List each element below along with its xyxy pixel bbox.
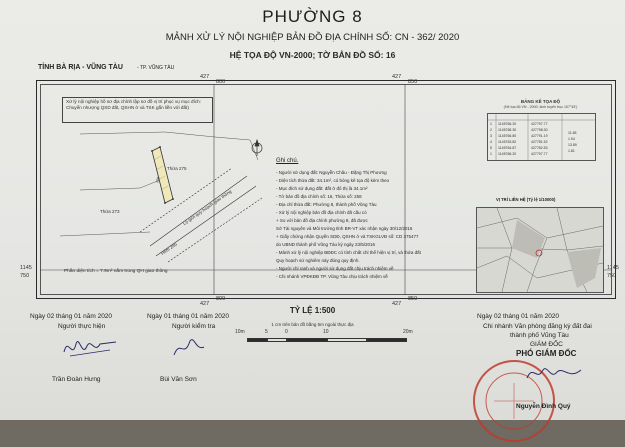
- ward-title: PHƯỜNG 8: [262, 7, 363, 26]
- table-cell: 427782.53: [531, 146, 548, 150]
- branch-role-line2: thành phố Vũng Tàu: [510, 332, 569, 339]
- checker-role: Người kiểm tra: [172, 323, 216, 330]
- tick-bottom-right-small: 427: [392, 301, 402, 307]
- notes-title: Ghi chú.: [276, 158, 299, 164]
- note-line: - Chi nhánh VPĐKĐĐ TP. Vũng Tàu chịu trách nhiệm về: [276, 274, 388, 279]
- coordinate-grid: [487, 113, 596, 161]
- note-line: - Người chỉ ranh và người sử dụng đất chịu trách nhiệm về: [276, 266, 394, 271]
- table-cell: 1145768.30: [498, 128, 517, 132]
- note-line: Quy hoạch sử nghiêm này đúng quy định.: [276, 258, 360, 263]
- road-plan-label: Lộ giới quy hoạch giao thông: [182, 188, 233, 227]
- table-cell: 1.94: [568, 137, 575, 141]
- note-line: + So với bản đồ địa chính phường 8, đã được: [276, 218, 368, 223]
- map-scale-ratio: TỶ LỆ 1:500: [289, 306, 336, 315]
- province-label: TỈNH BÀ RỊA - VŨNG TÀU: [38, 64, 123, 71]
- performer-name: Trần Đoàn Hưng: [52, 376, 101, 383]
- note-line: - Diện tích thửa đất: 34.1m², có bóng kê tọa độ kèm theo: [276, 178, 390, 183]
- table-cell: 1145766.20: [498, 122, 517, 126]
- table-cell: 427791.19: [531, 134, 548, 138]
- tick-top-left: 427: [200, 74, 210, 80]
- coordinate-table: [483, 99, 598, 162]
- tick-bottom-right: 850: [408, 296, 418, 302]
- tick-bottom-mid: 800: [216, 296, 226, 302]
- table-cell: 427781.52: [531, 140, 548, 144]
- checker-signature: [170, 333, 210, 363]
- location-map-title: VỊ TRÍ LIÊN HỆ (Tỷ lệ 1/10000): [496, 197, 556, 202]
- checker-date: Ngày 01 tháng 01 năm 2020: [147, 313, 230, 320]
- boundary-line: [80, 180, 160, 190]
- note-line: Sở Tài nguyên và Môi trường tỉnh BR-VT xác nhận ngày 30/12/2016: [276, 226, 413, 231]
- target-parcel: [152, 147, 173, 203]
- table-cell: 1145764.87: [498, 146, 517, 150]
- table-cell: 1145766.20: [498, 152, 517, 156]
- deputy-director-title: PHÓ GIÁM ĐỐC: [516, 349, 577, 358]
- map-scale-note: 1 cm trên bản đồ bằng 5m ngoài thực địa: [271, 322, 354, 327]
- table-cell: 1.81: [568, 149, 575, 153]
- branch-date: Ngày 02 tháng 01 năm 2020: [477, 313, 560, 320]
- table-cell: 11.65: [568, 131, 577, 135]
- note-line: + Giấy chứng nhận Quyền SDĐ, QSHN ở và TSKGLVĐ số: CD 375477: [276, 234, 419, 239]
- checker-name: Bùi Văn Sơn: [160, 376, 197, 383]
- note-line: - Mục đích sử dụng đất: đất ở đô thị là 34.1m²: [276, 186, 368, 191]
- coordinate-table-subtitle: (Hệ tọa độ VN - 2000, kinh tuyến trục 107°45'): [503, 105, 578, 109]
- boundary-line: [60, 232, 150, 236]
- table-cell: 5: [490, 146, 492, 150]
- tick-bottom-left: 427: [200, 301, 210, 307]
- tick-left-small: 1145: [20, 265, 32, 271]
- note-line: - Người sử dụng đất: Nguyễn Châu - Đặng Thị Phương: [276, 170, 387, 175]
- branch-role-line1: Chi nhánh Văn phòng đăng ký đất đai: [483, 323, 592, 330]
- area-in-road-note: Phần diện tích = 7.9m² nằm trong QH giao thông: [64, 269, 168, 274]
- performer-date: Ngày 02 tháng 01 năm 2020: [30, 313, 113, 320]
- notes-list: [276, 170, 456, 292]
- tick-top-mid: 800: [216, 79, 226, 85]
- table-cell: 427797.77: [531, 122, 548, 126]
- scale-bar: [235, 329, 413, 344]
- scale-label: 20m: [403, 329, 413, 335]
- city-label: - TP. VŨNG TÀU: [137, 65, 175, 71]
- svg-text:258: 258: [155, 176, 161, 184]
- table-cell: 1: [490, 122, 492, 126]
- table-cell: 427797.77: [531, 152, 548, 156]
- scale-label: 10m: [235, 329, 245, 335]
- table-cell: 1145766.80: [498, 134, 517, 138]
- note-line: - Địa chỉ thửa đất: Phường 8, thành phố Vũng Tàu: [276, 202, 377, 207]
- tick-top-right-small: 427: [392, 74, 402, 80]
- table-cell: 1145763.82: [498, 140, 517, 144]
- note-line: - Tờ bản đồ địa chính số: 16, Thửa số: 258: [276, 194, 362, 199]
- parcel-275-label: Thửa 275: [167, 166, 187, 171]
- director-name: Nguyễn Đình Quý: [516, 403, 571, 410]
- note-line: do UBND thành phố Vũng Tàu ký ngày 23/5/2016: [276, 242, 375, 247]
- coordinate-table-title: BẢNG KÊ TỌA ĐỘ: [520, 99, 561, 104]
- tick-right: 750: [607, 273, 617, 279]
- table-cell: 427798.30: [531, 128, 548, 132]
- table-cell: 4: [490, 140, 492, 144]
- parcel-273-label: Thửa 273: [100, 209, 120, 214]
- performer-role: Người thực hiện: [58, 323, 106, 330]
- street-label: Hẻm 285: [160, 241, 178, 257]
- table-cell: 1: [490, 152, 492, 156]
- tick-right-small: 1145: [607, 265, 619, 271]
- map-subtitle: MẢNH XỬ LÝ NỘI NGHIỆP BẢN ĐỒ ĐỊA CHÍNH SỐ: CN - 362/ 2020: [165, 32, 460, 43]
- scale-label: 10: [323, 329, 329, 335]
- tick-left: 750: [20, 273, 30, 279]
- boundary-line: [80, 132, 215, 137]
- parcel-polygon: [152, 147, 173, 203]
- table-cell: 3: [490, 134, 492, 138]
- coordinate-system-line: HỆ TỌA ĐỘ VN-2000; TỜ BẢN ĐỒ SỐ: 16: [229, 50, 396, 60]
- note-line: - Xử lý nội nghiệp bản đồ địa chính đã cấu có: [276, 210, 367, 215]
- boundary-line: [215, 137, 258, 160]
- director-title: GIÁM ĐỐC: [530, 341, 563, 348]
- location-map-drawing: [477, 208, 603, 292]
- scale-label: 0: [285, 329, 288, 335]
- table-cell: 2: [490, 128, 492, 132]
- tick-top-right: 850: [408, 79, 418, 85]
- director-signature: [525, 362, 585, 386]
- performer-signature: [60, 332, 120, 362]
- north-arrow-icon: [252, 140, 262, 156]
- table-cell: 13.89: [568, 143, 577, 147]
- scale-label: 5: [265, 329, 268, 335]
- processing-note-box: Xử lý nội nghiệp hồ sơ địa chính lập sơ đồ vị trí phục vụ mục đích: Chuyển nhượng QSD đất, QSHN ở và TSK gắn liền với đất): [62, 97, 213, 123]
- note-line: - Mảnh xử lý nội nghiệp BĐĐC có tính chất chỉ thể hiện vị trí, và thửa đất: [276, 250, 421, 255]
- location-map: [476, 207, 604, 293]
